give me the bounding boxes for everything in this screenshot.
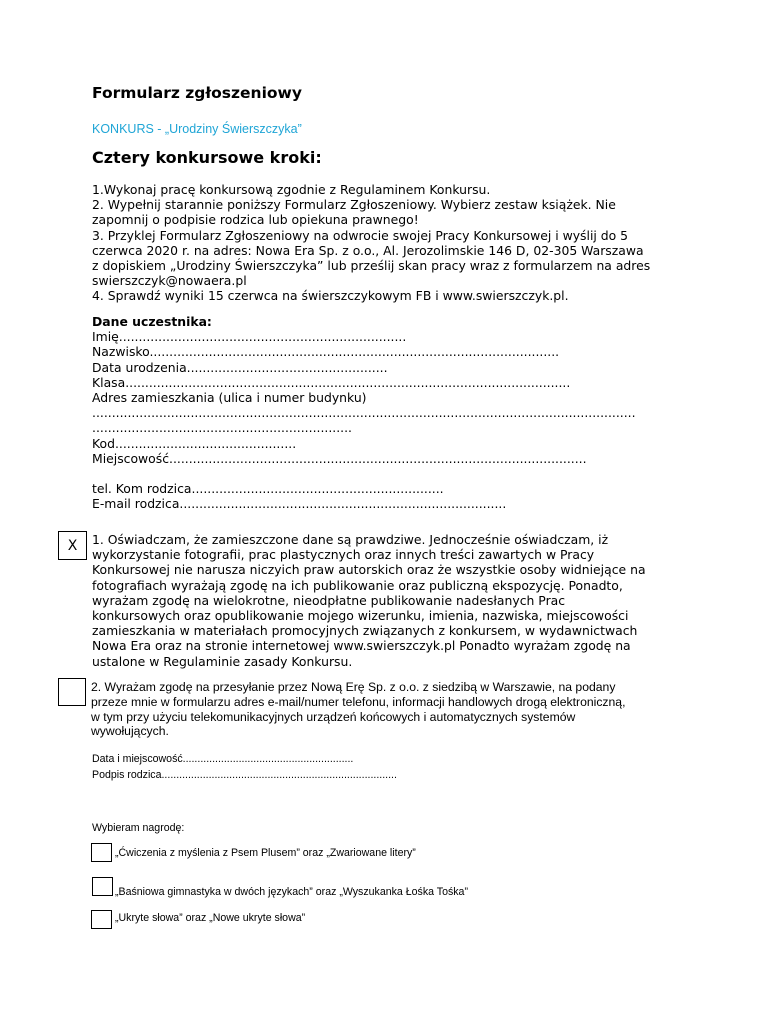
step-line: 1.Wykonaj pracę konkursową zgodnie z Regulaminem Konkursu. bbox=[92, 182, 491, 197]
date-place-field[interactable]: Data i miejscowość.......................................................... bbox=[92, 753, 354, 765]
prize-option-2-checkbox[interactable] bbox=[92, 877, 113, 896]
first-name-field[interactable]: Imię......................................................................... bbox=[92, 329, 407, 345]
step-line: 4. Sprawdź wyniki 15 czerwca na świerszczykowym FB i www.swierszczyk.pl. bbox=[92, 288, 569, 304]
step-line: zapomnij o podpisie rodzica lub opiekuna prawnego! bbox=[92, 212, 419, 228]
postal-code-field[interactable]: Kod.............................................. bbox=[92, 435, 297, 451]
parent-email-field[interactable]: E-mail rodzica................................................................................... bbox=[92, 496, 507, 512]
prize-option-1-checkbox[interactable] bbox=[91, 843, 112, 862]
prize-option-3-label: „Ukryte słowa” oraz „Nowe ukryte słowa” bbox=[115, 912, 306, 924]
step-line: 2. Wypełnij starannie poniższy Formularz Zgłoszeniowy. Wybierz zestaw książek. Nie bbox=[92, 197, 616, 213]
prize-heading: Wybieram nagrodę: bbox=[92, 822, 185, 834]
class-field[interactable]: Klasa................................................................................................................. bbox=[92, 374, 571, 390]
declaration2-checkbox[interactable] bbox=[58, 678, 86, 706]
step-line: swierszczyk@nowaera.pl bbox=[92, 273, 247, 289]
contest-name: KONKURS - „Urodziny Świerszczyka” bbox=[92, 122, 302, 136]
steps-list bbox=[92, 182, 650, 304]
declaration-line: fotografiach wyrażają zgodę na ich publikowanie oraz publiczną ekspozycję. Ponadto, bbox=[92, 577, 623, 593]
declaration1-text bbox=[92, 532, 646, 669]
prize-option-1-label: „Ćwiczenia z myślenia z Psem Plusem” oraz „Zwariowane litery” bbox=[115, 847, 416, 859]
declaration-line: wyrażam zgodę na wielokrotne, nieodpłatne publikowanie nadesłanych Prac bbox=[92, 592, 566, 608]
declaration-line: wywołujących. bbox=[91, 724, 169, 739]
city-field[interactable]: Miejscowość.......................................................................................................... bbox=[92, 450, 587, 466]
prize-option-3-checkbox[interactable] bbox=[91, 910, 112, 929]
step-line: z dopiskiem „Urodziny Świerszczyka” lub prześlij skan pracy wraz z formularzem na adres bbox=[92, 258, 651, 274]
declaration2-text bbox=[91, 680, 625, 739]
declaration-line: konkursowych oraz opublikowanie mojego wizerunku, imienia, nazwiska, miejscowości bbox=[92, 608, 629, 624]
check-mark: X bbox=[67, 537, 78, 554]
address-field-line1[interactable]: .......................................................................................................................................... bbox=[92, 405, 636, 421]
participant-heading: Dane uczestnika: bbox=[92, 314, 212, 329]
declaration1-checkbox[interactable] bbox=[58, 531, 87, 560]
declaration-line: ustalone w Regulaminie zasady Konkursu. bbox=[92, 653, 353, 669]
declaration-line: Nowa Era oraz na stronie internetowej www.swierszczyk.pl Ponadto wyrażam zgodę na bbox=[92, 638, 631, 654]
prize-option-2-label: „Baśniowa gimnastyka w dwóch językach” oraz „Wyszukanka Łośka Tośka” bbox=[115, 886, 468, 898]
declaration-line: 2. Wyrażam zgodę na przesyłanie przez Nową Erę Sp. z o.o. z siedzibą w Warszawie, na podany bbox=[91, 680, 616, 694]
birth-date-field[interactable]: Data urodzenia................................................... bbox=[92, 359, 388, 375]
declaration-line: Konkursowej nie narusza niczyich praw autorskich oraz że wszystkie osoby widniejące na bbox=[92, 562, 646, 578]
declaration-line: 1. Oświadczam, że zamieszczone dane są prawdziwe. Jednocześnie oświadczam, iż bbox=[92, 532, 609, 547]
steps-heading: Cztery konkursowe kroki: bbox=[92, 148, 322, 167]
parent-signature-field[interactable]: Podpis rodzica................................................................................ bbox=[92, 769, 397, 781]
declaration-line: zamieszkania w materiałach promocyjnych związanych z konkursem, w wydawnictwach bbox=[92, 623, 638, 639]
parent-phone-field[interactable]: tel. Kom rodzica................................................................ bbox=[92, 481, 444, 497]
step-line: czerwca 2020 r. na adres: Nowa Era Sp. z o.o., Al. Jerozolimskie 146 D, 02-305 Warszawa bbox=[92, 242, 644, 258]
participant-section bbox=[92, 314, 636, 511]
form-title: Formularz zgłoszeniowy bbox=[92, 84, 302, 102]
declaration-line: wykorzystanie fotografii, prac plastycznych oraz innych treści zawartych w Pracy bbox=[92, 547, 595, 563]
declaration-line: w tym przy użyciu telekomunikacyjnych urządzeń końcowych i automatycznych systemów bbox=[91, 709, 576, 724]
last-name-field[interactable]: Nazwisko........................................................................................................ bbox=[92, 344, 560, 360]
address-field-line2[interactable]: .................................................................. bbox=[92, 420, 352, 436]
declaration-line: przeze mnie w formularzu adres e-mail/numer telefonu, informacji handlowych drogą elektroniczną, bbox=[91, 694, 626, 709]
address-label: Adres zamieszkania (ulica i numer budynku) bbox=[92, 390, 367, 406]
step-line: 3. Przyklej Formularz Zgłoszeniowy na odwrocie swojej Pracy Konkursowej i wyślij do 5 bbox=[92, 227, 629, 243]
